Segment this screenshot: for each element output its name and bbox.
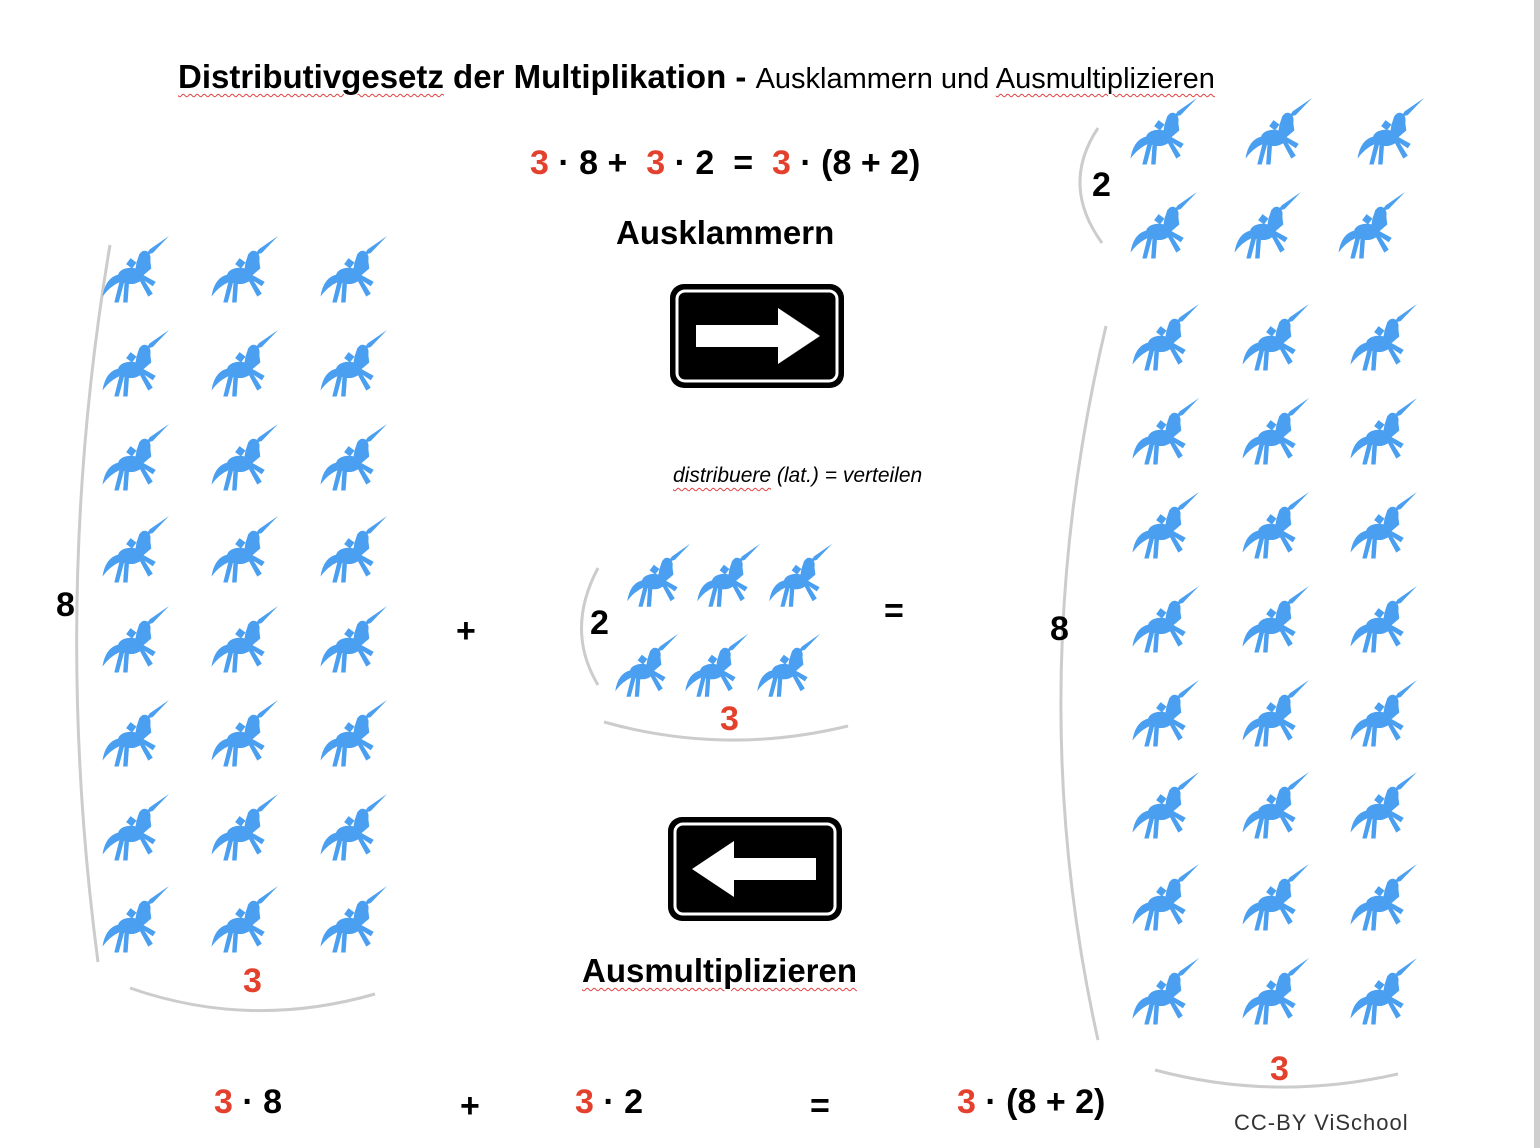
- unicorn-icon: [98, 883, 172, 957]
- unicorn-icon: [98, 421, 172, 495]
- page-subtitle: Ausklammern und Ausmultiplizieren: [755, 63, 1215, 95]
- unicorn-icon: [316, 327, 390, 401]
- unicorn-icon: [1238, 301, 1312, 375]
- unicorn-icon: [681, 631, 751, 701]
- unicorn-icon: [1346, 955, 1420, 1029]
- unicorn-icon: [1346, 489, 1420, 563]
- unicorn-icon: [1128, 861, 1202, 935]
- unicorn-icon: [1238, 677, 1312, 751]
- bottom-equals: =: [810, 1087, 830, 1125]
- unicorn-icon: [207, 603, 281, 677]
- latin-note: distribuere (lat.) = verteilen: [673, 464, 923, 487]
- left-cols-label: 3: [243, 962, 262, 1000]
- unicorn-icon: [753, 631, 823, 701]
- unicorn-icon: [207, 697, 281, 771]
- unicorn-icon: [316, 883, 390, 957]
- plus-operator: +: [456, 612, 476, 650]
- right-top-rows-label: 2: [1092, 166, 1111, 204]
- unicorn-icon: [207, 327, 281, 401]
- unicorn-icon: [1238, 861, 1312, 935]
- unicorn-icon: [1238, 489, 1312, 563]
- unicorn-icon: [1128, 301, 1202, 375]
- unicorn-icon: [316, 421, 390, 495]
- bottom-term-middle: 3 · 2: [575, 1083, 644, 1121]
- unicorn-icon: [623, 541, 693, 611]
- middle-rows-label: 2: [590, 604, 609, 642]
- unicorn-icon: [207, 791, 281, 865]
- unicorn-icon: [316, 603, 390, 677]
- unicorn-icon: [1346, 769, 1420, 843]
- bottom-term-left: 3 · 8: [214, 1083, 283, 1121]
- ausmultiplizieren-label: Ausmultiplizieren: [582, 952, 858, 989]
- unicorn-icon: [1238, 583, 1312, 657]
- unicorn-icon: [611, 631, 681, 701]
- unicorn-icon: [1230, 189, 1304, 263]
- unicorn-icon: [1346, 861, 1420, 935]
- unicorn-icon: [316, 697, 390, 771]
- unicorn-icon: [1128, 395, 1202, 469]
- unicorn-icon: [1128, 583, 1202, 657]
- unicorn-icon: [1238, 955, 1312, 1029]
- unicorn-icon: [1346, 583, 1420, 657]
- unicorn-icon: [316, 513, 390, 587]
- ausklammern-label: Ausklammern: [616, 214, 835, 251]
- unicorn-icon: [1128, 677, 1202, 751]
- unicorn-icon: [1334, 189, 1408, 263]
- equals-operator: =: [884, 592, 904, 630]
- unicorn-icon: [98, 327, 172, 401]
- unicorn-icon: [316, 233, 390, 307]
- left-rows-label: 8: [56, 586, 75, 624]
- unicorn-icon: [1128, 489, 1202, 563]
- unicorn-icon: [1238, 769, 1312, 843]
- unicorn-icon: [1241, 95, 1315, 169]
- unicorn-icon: [207, 421, 281, 495]
- unicorn-icon: [1238, 395, 1312, 469]
- unicorn-icon: [1346, 395, 1420, 469]
- unicorn-icon: [316, 791, 390, 865]
- right-cols-label: 3: [1270, 1050, 1289, 1088]
- unicorn-icon: [1126, 95, 1200, 169]
- unicorn-icon: [207, 513, 281, 587]
- top-equation: 3 · 8 + 3 · 2 = 3 · (8 + 2): [530, 144, 921, 182]
- unicorn-icon: [1346, 301, 1420, 375]
- right-rows-label: 8: [1050, 610, 1069, 648]
- unicorn-icon: [1128, 955, 1202, 1029]
- unicorn-icon: [98, 233, 172, 307]
- unicorn-icon: [98, 603, 172, 677]
- unicorn-icon: [1346, 677, 1420, 751]
- bottom-term-right: 3 · (8 + 2): [957, 1083, 1106, 1121]
- middle-cols-label: 3: [720, 700, 739, 738]
- unicorn-icon: [693, 541, 763, 611]
- unicorn-icon: [1353, 95, 1427, 169]
- unicorn-icon: [98, 697, 172, 771]
- unicorn-icon: [1128, 769, 1202, 843]
- bottom-plus: +: [460, 1087, 480, 1125]
- right-group-vertical-bracket: [1061, 326, 1106, 1040]
- unicorn-icon: [98, 513, 172, 587]
- unicorn-icon: [207, 233, 281, 307]
- unicorn-icon: [1126, 189, 1200, 263]
- unicorn-icon: [207, 883, 281, 957]
- credit-text: CC-BY ViSchool: [1234, 1110, 1409, 1135]
- page-title: Distributivgesetz der Multiplikation - Ausklammern und Ausmultiplizieren: [178, 58, 1215, 95]
- unicorn-icon: [98, 791, 172, 865]
- unicorn-icon: [765, 541, 835, 611]
